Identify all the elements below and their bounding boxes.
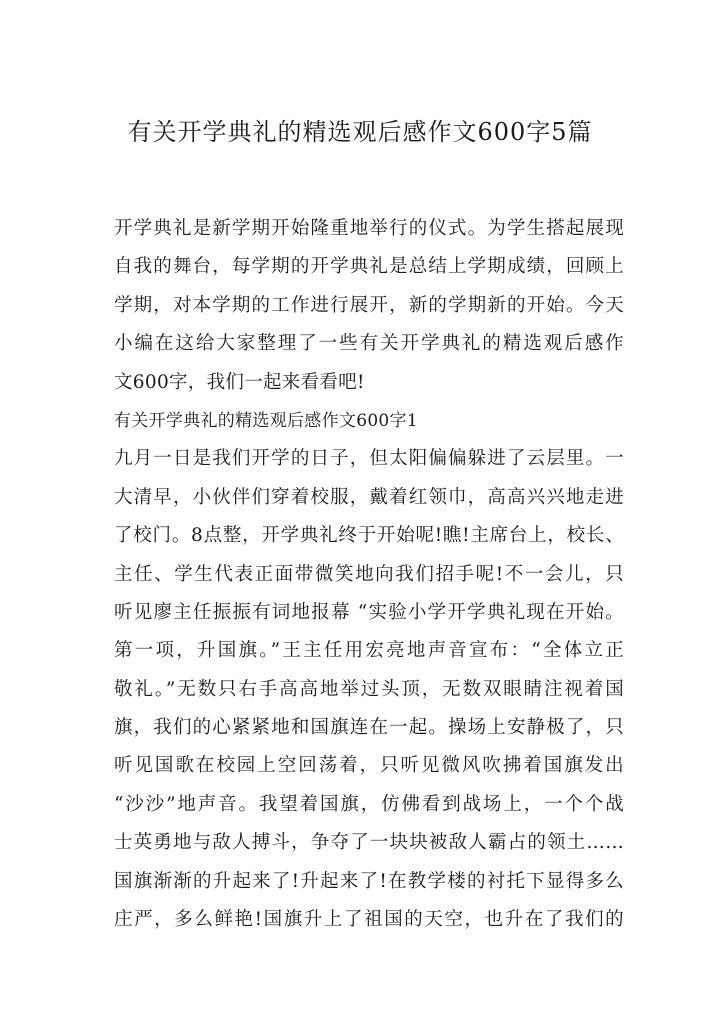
essay-line-1: 九月一日是我们开学的日子，但太阳偏偏躲进了云层里。一 <box>114 448 624 470</box>
essay-line-7: 敬礼。”无数只右手高高地举过头顶，无数双眼睛注视着国 <box>114 678 624 700</box>
document-title: 有关开学典礼的精选观后感作文600字5篇 <box>127 118 593 146</box>
essay-line-6: 第一项，升国旗。”王主任用宏亮地声音宣布：“全体立正 <box>114 640 624 662</box>
essay-line-12: 国旗渐渐的升起来了!升起来了!在教学楼的衬托下显得多么 <box>114 870 624 892</box>
essay-line-10: “沙沙”地声音。我望着国旗，仿佛看到战场上，一个个战 <box>114 793 624 815</box>
essay-line-2: 大清早，小伙伴们穿着校服，戴着红领巾，高高兴兴地走进 <box>114 486 624 508</box>
essay-line-3: 了校门。8点整，开学典礼终于开始呢!瞧!主席台上，校长、 <box>114 525 624 547</box>
intro-line-1: 开学典礼是新学期开始隆重地举行的仪式。为学生搭起展现 <box>114 218 624 239</box>
essay-line-11: 士英勇地与敌人搏斗，争夺了一块块被敌人霸占的领土…… <box>114 832 624 854</box>
essay-line-8: 旗，我们的心紧紧地和国旗连在一起。操场上安静极了，只 <box>114 717 624 739</box>
essay-line-4: 主任、学生代表正面带微笑地向我们招手呢!不一会儿，只 <box>114 563 624 585</box>
intro-line-3: 学期，对本学期的工作进行展开，新的学期新的开始。今天 <box>114 294 624 316</box>
section-heading: 有关开学典礼的精选观后感作文600字1 <box>114 410 418 431</box>
document-body <box>114 210 624 939</box>
essay-line-13: 庄严，多么鲜艳!国旗升上了祖国的天空，也升在了我们的 <box>114 909 624 931</box>
intro-line-4: 小编在这给大家整理了一些有关开学典礼的精选观后感作 <box>114 333 624 355</box>
intro-line-2: 自我的舞台，每学期的开学典礼是总结上学期成绩，回顾上 <box>114 256 624 278</box>
essay-line-9: 听见国歌在校园上空回荡着，只听见微风吹拂着国旗发出 <box>114 755 624 777</box>
intro-line-5: 文600字，我们一起来看看吧! <box>114 371 365 393</box>
essay-line-5: 听见廖主任振振有词地报幕 “实验小学开学典礼现在开始。 <box>114 601 624 623</box>
